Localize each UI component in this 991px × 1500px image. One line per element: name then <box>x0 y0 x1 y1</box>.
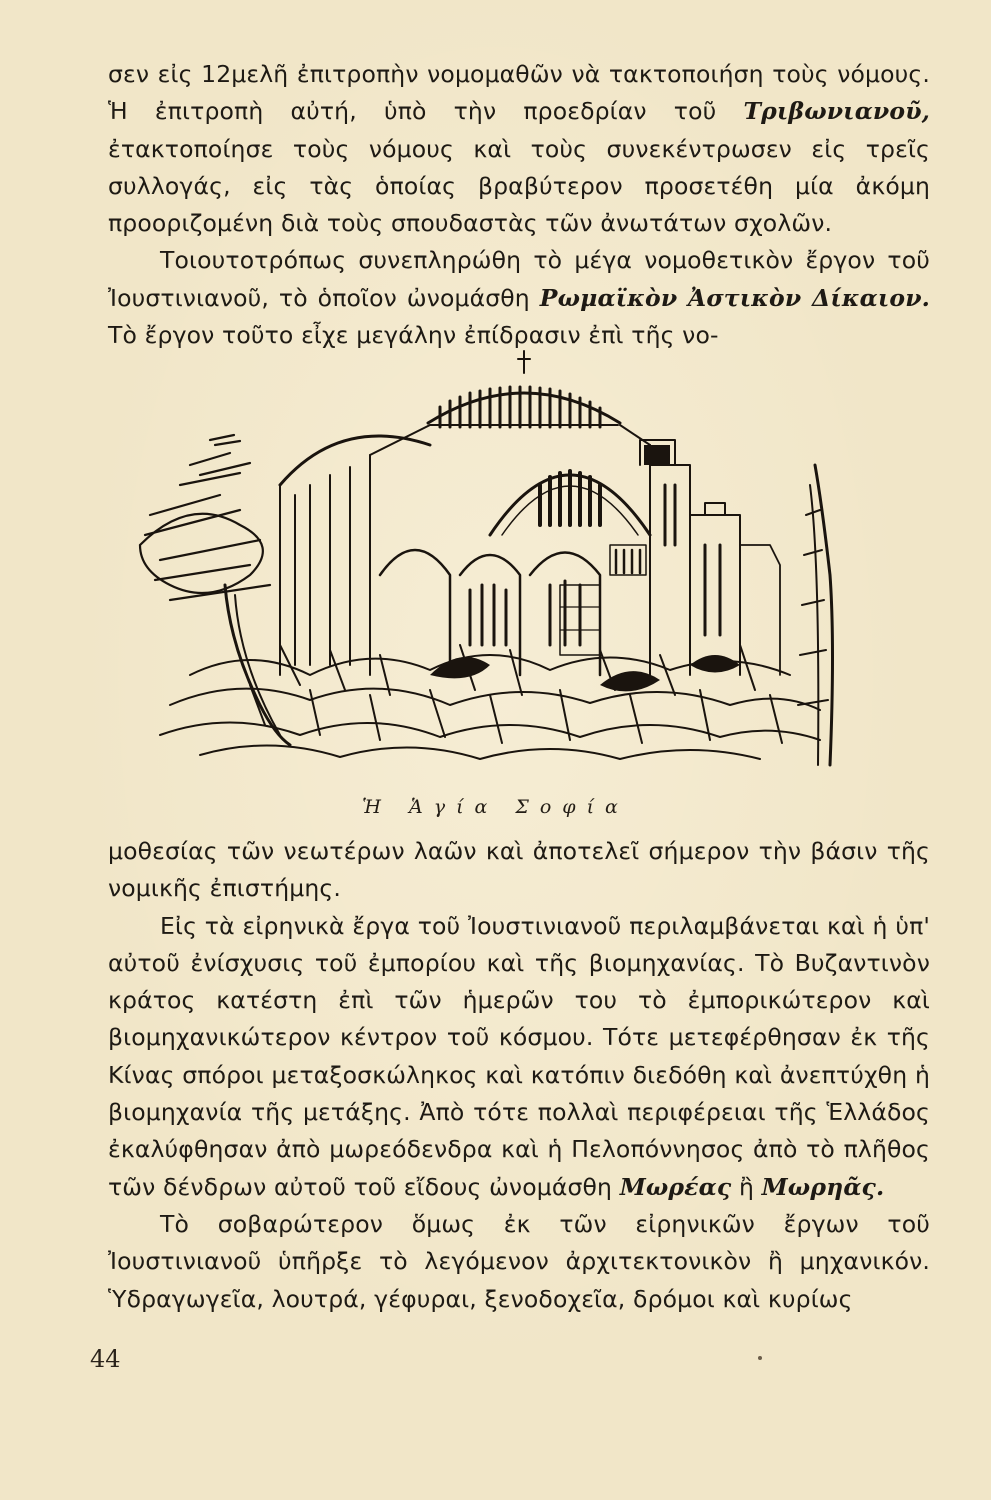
paragraph <box>108 242 930 354</box>
text-run: ἐτακτοποίησε τοὺς νόμους καὶ τοὺς συνεκέντρωσεν εἰς τρεῖς συλλογάς, εἰς τὰς ὁποίας βραβύτερον προσετέθη μία ἀκόμη προοριζομένη διὰ τοὺς σπουδαστὰς τῶν ἀνωτάτων σχολῶν. <box>108 134 930 238</box>
text-run: ἢ <box>731 1172 762 1201</box>
text-block-bottom <box>108 833 930 1318</box>
paragraph <box>108 908 930 1206</box>
page-number: 44 <box>90 1345 121 1373</box>
text-run: Τοιουτοτρόπως συνεπληρώθη τὸ μέγα νομοθετικὸν ἔργον τοῦ Ἰουστινιανοῦ, τὸ ὁποῖον ὠνομάσθη <box>108 246 930 312</box>
paragraph <box>108 833 930 908</box>
text-run: μοθεσίας τῶν νεωτέρων λαῶν καὶ ἀποτελεῖ σήμερον τὴν βάσιν τῆς νομικῆς ἐπιστήμης. <box>108 837 930 903</box>
text-run: Τὸ σοβαρώτερον ὅμως ἐκ τῶν εἰρηνικῶν ἔργων τοῦ Ἰουστινιανοῦ ὑπῆρξε τὸ λεγόμενον ἀρχιτεκτονικὸν ἢ μηχανικόν. Ὑδραγωγεῖα, λουτρά, γέφυραι, ξενοδοχεῖα, δρόμοι καὶ κυρίως <box>108 1209 930 1313</box>
bold-term: Μωρέας <box>619 1172 732 1201</box>
text-run: σεν εἰς 12μελῆ ἐπιτροπὴν νομομαθῶν νὰ τακτοποιήση τοὺς νόμους. Ἡ ἐπιτροπὴ αὐτή, ὑπὸ τὴν προεδρίαν τοῦ <box>108 60 930 126</box>
bold-term: Ρωμαϊκὸν Ἀστικὸν Δίκαιον. <box>539 283 930 312</box>
paragraph <box>108 1206 930 1318</box>
bold-term: Τριβωνιανοῦ, <box>743 97 930 126</box>
text-run: Εἰς τὰ εἰρηνικὰ ἔργα τοῦ Ἰουστινιανοῦ περιλαμβάνεται καὶ ἡ ὑπ' αὐτοῦ ἐνίσχυσις τοῦ ἐμπορίου καὶ τῆς βιομηχανίας. Τὸ Βυζαντινὸν κράτος κατέστη ἐπὶ τῶν ἡμερῶν του τὸ ἐμπορικώτερον καὶ βιομηχανικώτερον κέντρον τοῦ κόσμου. Τότε μετεφέρθησαν ἐκ τῆς Κίνας σπόροι μεταξοσκώληκος καὶ κατόπιν διεδόθη καὶ ἀνεπτύχθη ἡ βιομηχανία τῆς μετάξης. Ἀπὸ τότε πολλαὶ περιφέρειαι τῆς Ἑλλάδος ἐκαλύφθησαν ἀπὸ μωρεόδενδρα καὶ ἡ Πελοπόννησος ἀπὸ τὸ πλῆθος τῶν δένδρων αὐτοῦ τοῦ εἴδους ὠνομάσθη <box>108 911 930 1201</box>
ink-speck <box>758 1356 762 1360</box>
text-block-top <box>108 56 930 354</box>
figure-caption: Ἡ Ἁγία Σοφία <box>362 796 629 818</box>
text-run: Τὸ ἔργον τοῦτο εἶχε μεγάλην ἐπίδρασιν ἐπὶ τῆς νο- <box>108 321 719 350</box>
paragraph <box>108 56 930 242</box>
bold-term: Μωρηᾶς. <box>761 1172 885 1201</box>
hagia-sophia-drawing-icon <box>130 345 850 785</box>
